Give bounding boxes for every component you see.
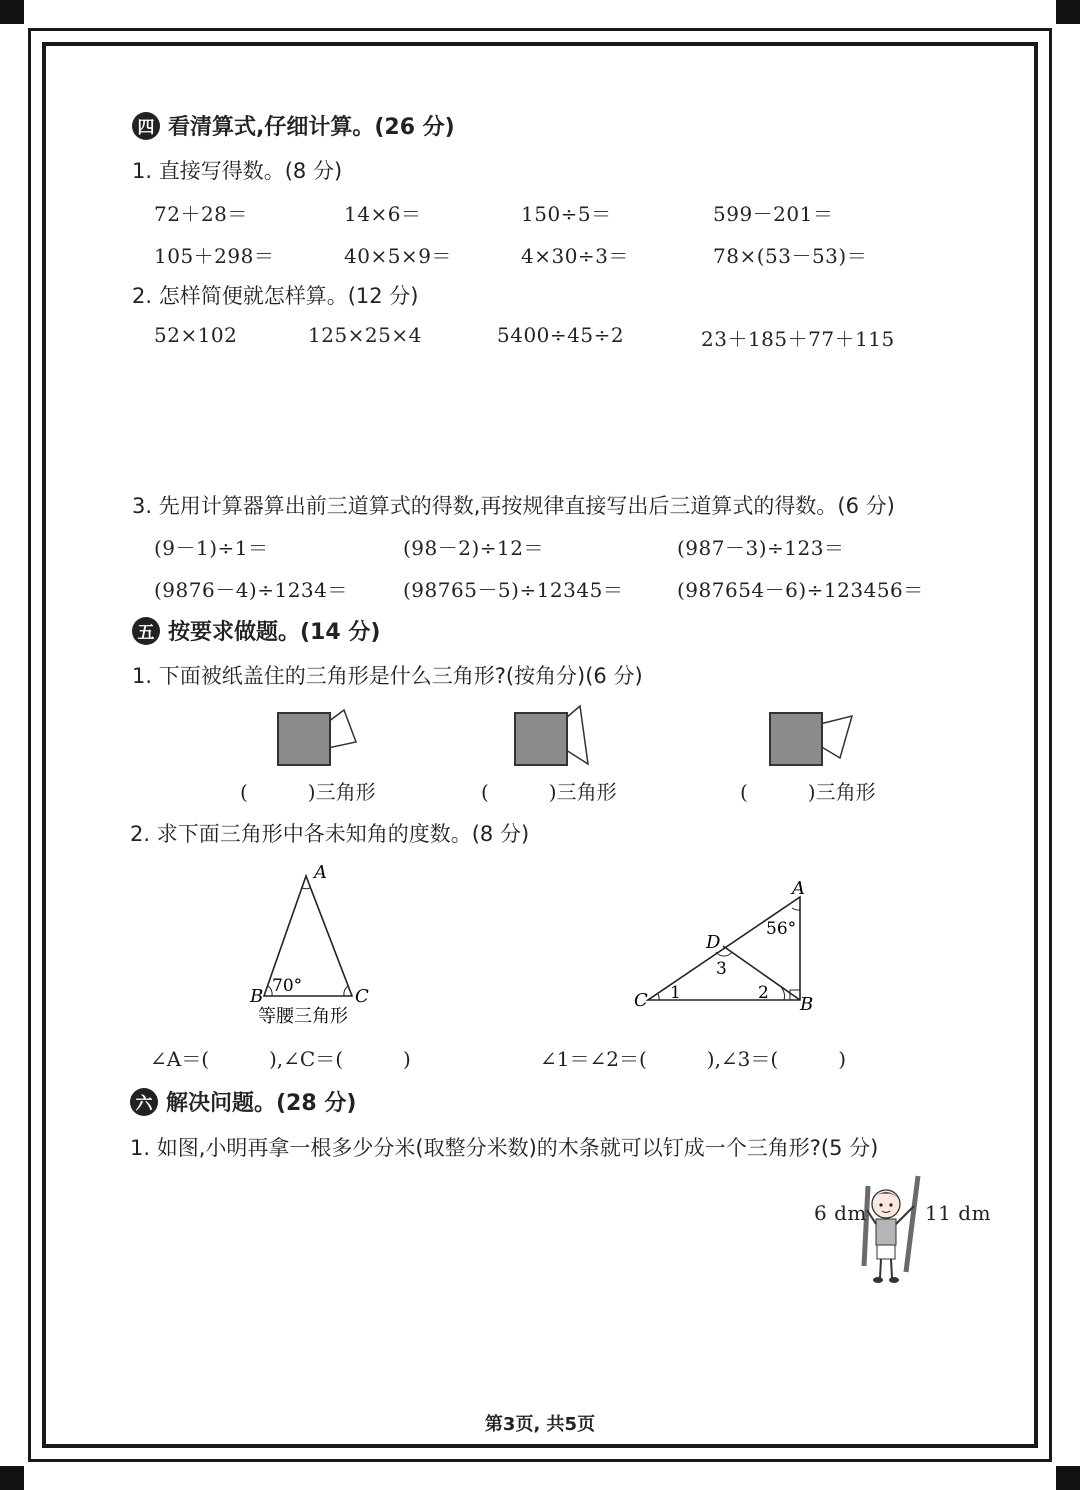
angle-c-arc (344, 986, 348, 996)
section-5-title: 按要求做题。(14 分) (168, 620, 381, 645)
right-triangle-figure (628, 872, 828, 1017)
corner-mark-bottom-left (0, 1466, 24, 1490)
triangle-shape (820, 716, 852, 758)
q5-2-title: 2. 求下面三角形中各未知角的度数。(8 分) (130, 822, 530, 846)
section-5-badge: 五 (132, 617, 160, 645)
q4-1-item-3: 150÷5＝ (521, 202, 612, 226)
q4-1-title: 1. 直接写得数。(8 分) (132, 159, 343, 183)
corner-mark-top-right (1056, 0, 1080, 24)
q4-2-item-1: 52×102 (154, 323, 238, 347)
q4-3-item-5: (98765－5)÷12345＝ (403, 578, 624, 602)
q4-1-item-7: 4×30÷3＝ (521, 244, 629, 268)
vertex-a-label: A (314, 862, 327, 883)
q4-3-item-6: (987654－6)÷123456＝ (677, 578, 924, 602)
q4-1-item-5: 105＋298＝ (154, 244, 275, 268)
boy-shorts (877, 1245, 895, 1259)
section-6-title: 解决问题。(28 分) (166, 1091, 357, 1116)
boy-head (872, 1190, 900, 1218)
q4-3-item-2: (98－2)÷12＝ (403, 536, 544, 560)
stick-11dm (906, 1176, 918, 1272)
q4-2-item-4: 23＋185＋77＋115 (701, 327, 895, 351)
corner-mark-bottom-right (1056, 1466, 1080, 1490)
stick-6dm (864, 1186, 868, 1266)
angle-b-value: 70° (272, 976, 303, 996)
q4-3-title: 3. 先用计算器算出前三道算式的得数,再按规律直接写出后三道算式的得数。(6 分) (132, 494, 895, 518)
angle-3-label: 3 (716, 959, 727, 979)
vertex-c-label: C (634, 990, 648, 1011)
q4-3-item-3: (987－3)÷123＝ (677, 536, 845, 560)
q4-2-item-2: 125×25×4 (308, 323, 422, 347)
stick-length-left: 6 dm (814, 1201, 867, 1225)
triangle-caption: 等腰三角形 (258, 1006, 348, 1027)
section-6-heading (130, 1086, 356, 1117)
triangle-shape (328, 710, 356, 748)
angle-answers-1[interactable]: ∠A＝( ),∠C＝( ) (150, 1047, 411, 1071)
corner-mark-top-left (0, 0, 24, 24)
q4-3-item-4: (9876－4)÷1234＝ (154, 578, 348, 602)
q6-1-title: 1. 如图,小明再拿一根多少分米(取整分米数)的木条就可以钉成一个三角形?(5 分) (130, 1136, 879, 1160)
boy-with-sticks-illustration (858, 1170, 930, 1288)
vertex-b-label: B (250, 986, 264, 1007)
q4-1-item-6: 40×5×9＝ (344, 244, 452, 268)
q4-3-item-1: (9－1)÷1＝ (154, 536, 269, 560)
q4-2-item-3: 5400÷45÷2 (497, 323, 625, 347)
angle-2-label: 2 (758, 983, 769, 1003)
section-6-badge: 六 (130, 1088, 158, 1116)
q4-1-item-8: 78×(53－53)＝ (713, 244, 868, 268)
stick-length-right: 11 dm (925, 1201, 992, 1225)
triangle-shape (566, 706, 588, 764)
vertex-a-label: A (792, 878, 805, 899)
angle-a-arc (302, 888, 310, 889)
vertex-c-label: C (355, 986, 369, 1007)
q4-1-item-2: 14×6＝ (344, 202, 422, 226)
angle-1-arc (658, 994, 659, 1000)
angle-a-value: 56° (766, 919, 797, 939)
page-footer: 第3页, 共5页 (484, 1414, 596, 1435)
vertex-b-label: B (800, 994, 814, 1015)
paper-cover-3 (769, 712, 823, 766)
section-4-heading (132, 110, 455, 141)
q4-2-title: 2. 怎样简便就怎样算。(12 分) (132, 284, 419, 308)
angle-a-arc (792, 908, 800, 910)
answer-blank-1[interactable]: ( )三角形 (240, 780, 376, 804)
angle-answers-2[interactable]: ∠1＝∠2＝( ),∠3＝( ) (540, 1047, 847, 1071)
q4-1-item-1: 72＋28＝ (154, 202, 248, 226)
q4-1-item-4: 599－201＝ (713, 202, 834, 226)
paper-cover-1 (277, 712, 331, 766)
point-d-label: D (706, 932, 721, 953)
answer-blank-2[interactable]: ( )三角形 (481, 780, 617, 804)
q5-1-title: 1. 下面被纸盖住的三角形是什么三角形?(按角分)(6 分) (132, 664, 643, 688)
section-5-heading (132, 615, 380, 646)
section-4-title: 看清算式,仔细计算。(26 分) (168, 115, 455, 140)
boy-shirt (876, 1219, 896, 1245)
isosceles-triangle-figure (240, 858, 390, 1028)
paper-cover-2 (514, 712, 568, 766)
answer-blank-3[interactable]: ( )三角形 (740, 780, 876, 804)
section-4-badge: 四 (132, 112, 160, 140)
angle-1-label: 1 (670, 983, 681, 1003)
